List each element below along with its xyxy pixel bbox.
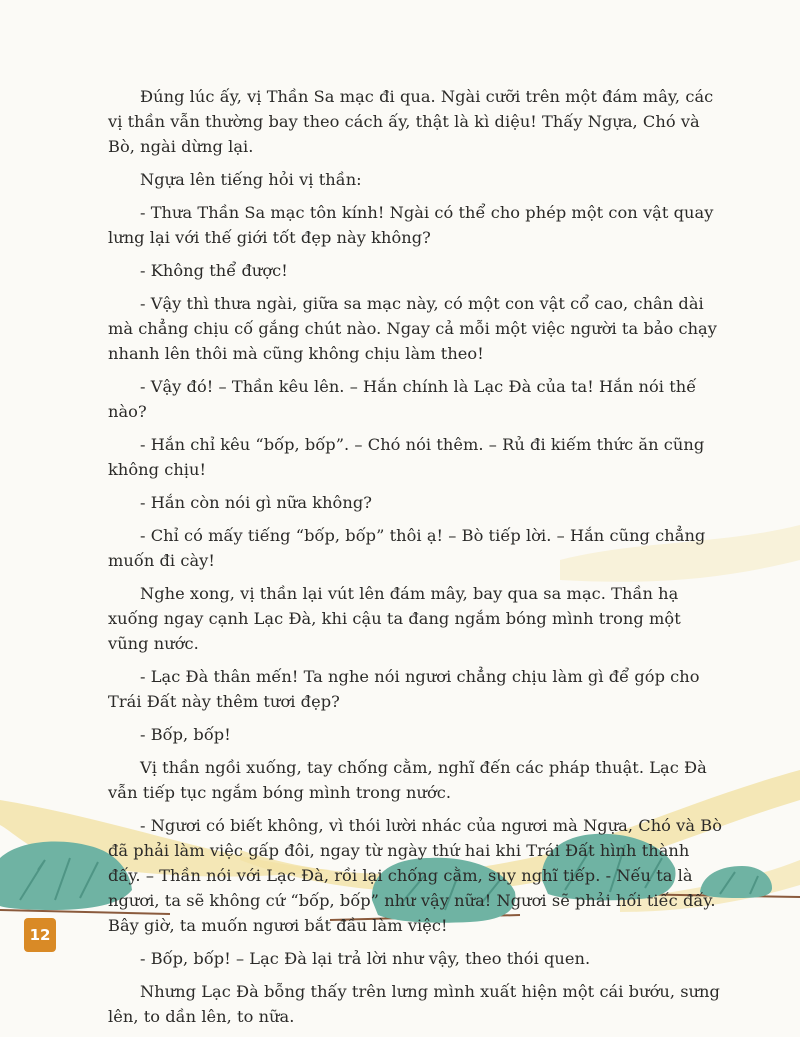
paragraph: Đúng lúc ấy, vị Thần Sa mạc đi qua. Ngài cưỡi trên một đám mây, các vị thần vẫn thường bay theo cách ấy, thật là kì diệu! Thấy Ngựa, Chó và Bò, ngài dừng lại.: [108, 87, 714, 156]
paragraph: - Bốp, bốp!: [140, 725, 231, 744]
paragraph: - Lạc Đà thân mến! Ta nghe nói ngươi chẳng chịu làm gì để góp cho Trái Đất này thêm tươi đẹp?: [108, 667, 700, 711]
paragraph: - Vậy đó! – Thần kêu lên. – Hắn chính là Lạc Đà của ta! Hắn nói thế nào?: [108, 377, 697, 421]
paragraph: Ngựa lên tiếng hỏi vị thần:: [140, 170, 362, 189]
paragraph: - Vậy thì thưa ngài, giữa sa mạc này, có một con vật cổ cao, chân dài mà chẳng chịu cố gắng chút nào. Ngay cả mỗi một việc người ta bảo chạy nhanh lên thôi mà cũng không chịu làm theo!: [108, 294, 717, 363]
paragraph: - Hắn chỉ kêu “bốp, bốp”. – Chó nói thêm. – Rủ đi kiếm thức ăn cũng không chịu!: [108, 435, 705, 479]
paragraph: - Thưa Thần Sa mạc tôn kính! Ngài có thể cho phép một con vật quay lưng lại với thế giới tốt đẹp này không?: [108, 203, 714, 247]
paragraph: - Chỉ có mấy tiếng “bốp, bốp” thôi ạ! – Bò tiếp lời. – Hắn cũng chẳng muốn đi cày!: [108, 526, 706, 570]
paragraph: - Ngươi có biết không, vì thói lười nhác của ngươi mà Ngựa, Chó và Bò đã phải làm việc gấp đôi, ngay từ ngày thứ hai khi Trái Đất hình thành đấy. – Thần nói với Lạc Đà, rồi lại chống cằm, suy nghĩ tiếp. - Nếu ta là ngươi, ta sẽ không cứ “bốp, bốp” như vậy nữa! Ngươi sẽ phải hối tiếc đấy. Bây giờ, ta muốn ngươi bắt đầu làm việc!: [108, 816, 722, 935]
paragraph: Vị thần ngồi xuống, tay chống cằm, nghĩ đến các pháp thuật. Lạc Đà vẫn tiếp tục ngắm bóng mình trong nước.: [108, 758, 707, 802]
story-text: [108, 84, 724, 1037]
paragraph: - Không thể được!: [140, 261, 288, 280]
page-number-badge: 12: [24, 918, 56, 952]
paragraph: Nhưng Lạc Đà bỗng thấy trên lưng mình xuất hiện một cái bướu, sưng lên, to dần lên, to nữa.: [108, 982, 720, 1026]
paragraph: - Bốp, bốp! – Lạc Đà lại trả lời như vậy, theo thói quen.: [140, 949, 591, 968]
paragraph: - Hắn còn nói gì nữa không?: [140, 493, 372, 512]
paragraph: Nghe xong, vị thần lại vút lên đám mây, bay qua sa mạc. Thần hạ xuống ngay cạnh Lạc Đà, khi cậu ta đang ngắm bóng mình trong một vũng nước.: [108, 584, 681, 653]
